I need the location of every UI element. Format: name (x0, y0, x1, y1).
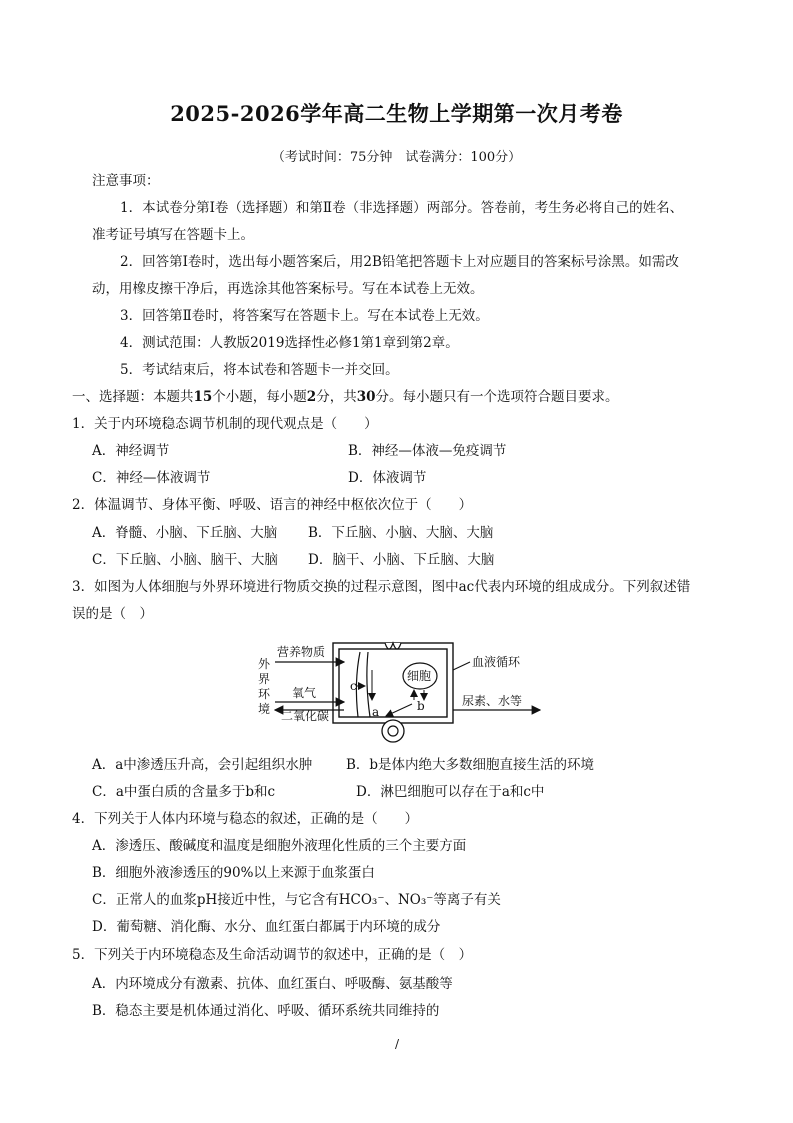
question-stem: 5．下列关于内环境稳态及生命活动调节的叙述中，正确的是（ ） (72, 947, 473, 963)
capillary-notch (385, 643, 401, 649)
option-d: D．体液调节 (348, 470, 427, 486)
note-line: 动，用橡皮擦干净后，再选涂其他答案标号。写在本试卷上无效。 (92, 281, 484, 297)
blood-vessel (382, 720, 404, 742)
question-stem: 误的是（ ） (72, 606, 153, 622)
urea-label: 尿素、水等 (462, 694, 523, 708)
option-d: D．葡萄糖、消化酶、水分、血红蛋白都属于内环境的成分 (92, 919, 441, 935)
exam-info: （考试时间：75分钟 试卷满分：100分） (271, 150, 522, 165)
option-a: A．脊髓、小脑、下丘脑、大脑 (92, 525, 278, 541)
page-number: / (395, 1037, 400, 1051)
option-b: B．稳态主要是机体通过消化、呼吸、循环系统共同维持的 (92, 1003, 440, 1019)
question-stem: 1．关于内环境稳态调节机制的现代观点是（ ） (72, 416, 378, 432)
oxygen-label: 氧气 (292, 686, 317, 700)
co2-label: 二氧化碳 (281, 709, 330, 723)
cell-label: 细胞 (407, 669, 432, 683)
outside-label: 外 (258, 657, 271, 671)
lymph-vessel (356, 652, 370, 717)
note-line: 准考证号填写在答题卡上。 (92, 227, 254, 243)
note-line: 2．回答第Ⅰ卷时，选出每小题答案后，用2B铅笔把答题卡上对应题目的答案标号涂黑。如需改 (120, 254, 679, 270)
notes-heading: 注意事项： (92, 173, 160, 189)
circulation-pointer (453, 662, 470, 670)
option-a: A．渗透压、酸碱度和温度是细胞外液理化性质的三个主要方面 (92, 838, 467, 854)
note-line: 4．测试范围：人教版2019选择性必修1第1章到第2章。 (120, 335, 459, 351)
circulation-label: 血液循环 (472, 655, 521, 669)
outside-label: 界 (258, 672, 271, 686)
question-stem: 3．如图为人体细胞与外界环境进行物质交换的过程示意图，图中ac代表内环境的组成成分。下列叙述错 (72, 579, 691, 595)
option-b: B．下丘脑、小脑、大脑、大脑 (308, 525, 494, 541)
label-c: c (350, 679, 357, 693)
option-a: A．神经调节 (92, 443, 170, 459)
option-c: C．神经—体液调节 (92, 470, 211, 486)
option-d: D．淋巴细胞可以存在于a和c中 (356, 784, 545, 800)
note-line: 3．回答第Ⅱ卷时，将答案写在答题卡上。写在本试卷上无效。 (120, 308, 489, 324)
question-stem: 4．下列关于人体内环境与稳态的叙述，正确的是（ ） (72, 811, 419, 827)
nutrients-label: 营养物质 (277, 645, 326, 659)
outside-label: 环 (258, 687, 271, 701)
label-a: a (372, 705, 380, 719)
option-c: C．a中蛋白质的含量多于b和c (92, 784, 276, 800)
section-heading: 一、选择题：本题共15个小题，每小题2分，共30分。每小题只有一个选项符合题目要求。 (72, 389, 619, 405)
option-c: C．正常人的血浆pH接近中性，与它含有HCO₃⁻、NO₃⁻等离子有关 (92, 892, 501, 908)
note-line: 1．本试卷分第Ⅰ卷（选择题）和第Ⅱ卷（非选择题）两部分。答卷前，考生务必将自己的姓名、 (120, 200, 684, 216)
option-b: B．神经—体液—免疫调节 (348, 443, 507, 459)
option-b: B．b是体内绝大多数细胞直接生活的环境 (346, 757, 595, 773)
option-d: D．脑干、小脑、下丘脑、大脑 (308, 552, 495, 568)
page-title: 2025-2026学年高二生物上学期第一次月考卷 (170, 101, 623, 126)
option-c: C．下丘脑、小脑、脑干、大脑 (92, 552, 278, 568)
question-stem: 2．体温调节、身体平衡、呼吸、语言的神经中枢依次位于（ ） (72, 497, 473, 513)
outside-label: 境 (258, 702, 271, 716)
option-a: A．内环境成分有激素、抗体、血红蛋白、呼吸酶、氨基酸等 (92, 976, 453, 992)
note-line: 5．考试结束后，将本试卷和答题卡一并交回。 (120, 362, 399, 378)
option-b: B．细胞外液渗透压的90%以上来源于血浆蛋白 (92, 865, 375, 881)
label-b: b (417, 699, 425, 713)
option-a: A．a中渗透压升高，会引起组织水肿 (92, 757, 313, 773)
